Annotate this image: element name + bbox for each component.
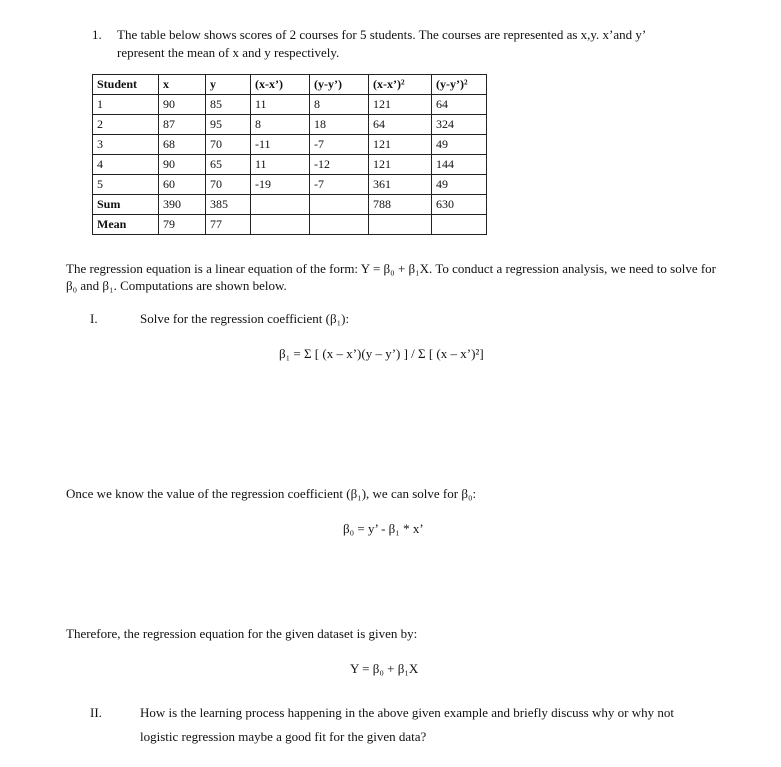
header-y-dev-sq: (y-y’)² xyxy=(432,75,487,95)
question-1-text-line-1: The table below shows scores of 2 courses for 5 students. The courses are represented as x,y. x’and y’ xyxy=(117,27,647,42)
step-1-numeral: I. xyxy=(90,311,98,326)
table-cell: 87 xyxy=(159,115,206,135)
table-cell: 85 xyxy=(206,95,251,115)
sum-label: Sum xyxy=(93,195,159,215)
scores-table xyxy=(92,74,487,235)
table-cell: -7 xyxy=(310,175,369,195)
step-1-text: Solve for the regression coefficient (β₁): xyxy=(140,311,350,326)
table-cell: -7 xyxy=(310,135,369,155)
header-y-dev: (y-y’) xyxy=(310,75,369,95)
table-mean-row xyxy=(93,215,487,235)
regression-intro-paragraph: The regression equation is a linear equation of the form: Y = β₀ + β₁X. To conduct a regression analysis, we need to solve for β₀ and β₁. Computations are shown below. xyxy=(66,261,716,293)
table-cell xyxy=(432,215,487,235)
table-row xyxy=(93,155,487,175)
mean-label: Mean xyxy=(93,215,159,235)
table-cell: 79 xyxy=(159,215,206,235)
question-2-numeral: II. xyxy=(90,705,102,720)
table-cell: 385 xyxy=(206,195,251,215)
table-cell: -12 xyxy=(310,155,369,175)
beta0-formula: β₀ = y’ - β₁ * x’ xyxy=(343,521,424,536)
table-cell: 64 xyxy=(369,115,432,135)
question-2-text-line-2: logistic regression maybe a good fit for the given data? xyxy=(140,729,427,744)
table-cell: 18 xyxy=(310,115,369,135)
header-x: x xyxy=(159,75,206,95)
step-3-text: Therefore, the regression equation for the given dataset is given by: xyxy=(66,626,418,641)
question-1-text-line-2: represent the mean of x and y respectively. xyxy=(117,45,340,60)
table-cell: 1 xyxy=(93,95,159,115)
table-cell: 77 xyxy=(206,215,251,235)
regression-equation: Y = β₀ + β₁X xyxy=(350,661,419,676)
table-cell xyxy=(369,215,432,235)
table-row xyxy=(93,175,487,195)
table-row xyxy=(93,135,487,155)
table-cell xyxy=(310,215,369,235)
table-cell: 65 xyxy=(206,155,251,175)
table-cell xyxy=(310,195,369,215)
table-cell: -19 xyxy=(251,175,310,195)
table-cell: 361 xyxy=(369,175,432,195)
table-cell: 4 xyxy=(93,155,159,175)
table-cell: 11 xyxy=(251,155,310,175)
question-2-text-line-1: How is the learning process happening in the above given example and briefly discuss why or why not xyxy=(140,705,674,720)
table-cell: 324 xyxy=(432,115,487,135)
table-cell: 90 xyxy=(159,95,206,115)
table-cell: 90 xyxy=(159,155,206,175)
table-cell: 70 xyxy=(206,135,251,155)
header-student: Student xyxy=(93,75,159,95)
header-y: y xyxy=(206,75,251,95)
table-cell: 70 xyxy=(206,175,251,195)
table-cell: 95 xyxy=(206,115,251,135)
table-cell xyxy=(251,215,310,235)
table-cell: 390 xyxy=(159,195,206,215)
table-cell: 49 xyxy=(432,175,487,195)
table-cell: 5 xyxy=(93,175,159,195)
header-x-dev: (x-x’) xyxy=(251,75,310,95)
table-cell: 68 xyxy=(159,135,206,155)
header-x-dev-sq: (x-x’)² xyxy=(369,75,432,95)
table-cell: 788 xyxy=(369,195,432,215)
table-cell: 121 xyxy=(369,135,432,155)
table-row xyxy=(93,115,487,135)
table-cell: 121 xyxy=(369,95,432,115)
question-1-number: 1. xyxy=(92,27,102,42)
table-cell: 8 xyxy=(310,95,369,115)
table-header-row xyxy=(93,75,487,95)
beta1-formula: β₁ = Σ [ (x – x’)(y – y’) ] / Σ [ (x – x’)²] xyxy=(279,346,484,361)
table-row xyxy=(93,95,487,115)
table-sum-row xyxy=(93,195,487,215)
step-2-text: Once we know the value of the regression coefficient (β₁), we can solve for β₀: xyxy=(66,486,477,501)
table-cell: 8 xyxy=(251,115,310,135)
table-cell: 2 xyxy=(93,115,159,135)
table-cell: 630 xyxy=(432,195,487,215)
table-cell: 11 xyxy=(251,95,310,115)
table-cell: 121 xyxy=(369,155,432,175)
table-cell: 3 xyxy=(93,135,159,155)
table-cell: 49 xyxy=(432,135,487,155)
table-cell: 60 xyxy=(159,175,206,195)
table-cell: 64 xyxy=(432,95,487,115)
table-cell xyxy=(251,195,310,215)
table-cell: 144 xyxy=(432,155,487,175)
table-cell: -11 xyxy=(251,135,310,155)
